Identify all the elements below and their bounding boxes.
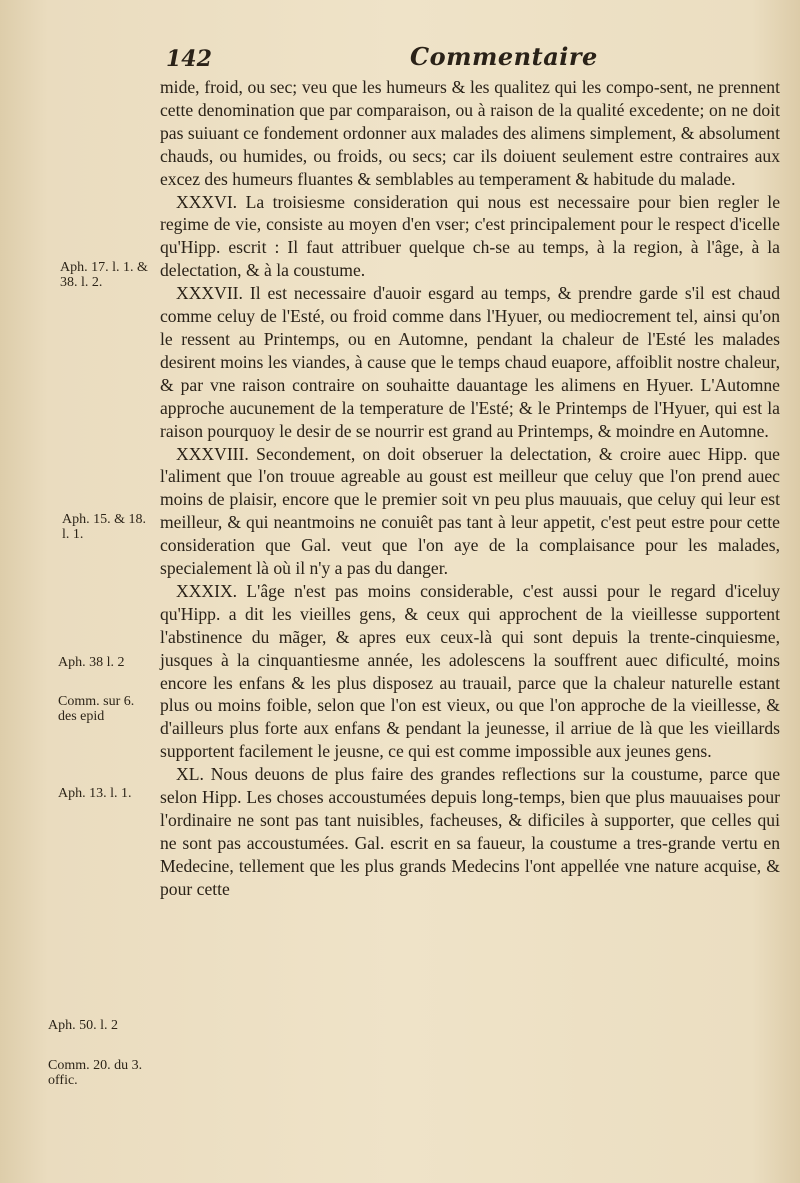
body-text xyxy=(160,76,780,901)
marginal-note: Aph. 13. l. 1. xyxy=(58,786,132,801)
marginal-note: Aph. 38 l. 2 xyxy=(58,655,125,670)
paragraph: mide, froid, ou sec; veu que les humeurs & les qualitez qui les compo-sent, ne prennent cette denomination que par comparaison, ou à raison de la qualité excedente; on ne doit pas suiuant ce fondement ordonner aux malades des alimens simplement, & absolument chauds, ou humides, ou froids, ou secs; car ils doiuent seulement estre contraires aux excez des humeurs fluantes & semblables au temperament & habitude du malade. xyxy=(160,77,780,189)
page-number: 142 xyxy=(166,46,212,72)
marginal-note: Aph. 17. l. 1. & 38. l. 2. xyxy=(60,260,148,290)
marginal-note: Comm. 20. du 3. offic. xyxy=(48,1058,143,1088)
marginal-note: Comm. sur 6. des epid xyxy=(58,694,135,724)
paragraph: XXXVIII. Secondement, on doit obseruer la delectation, & croire auec Hipp. que l'aliment que l'on trouue agreable au goust est meilleur que celuy que l'on prend auec moins de plaisir, encore que le premier soit vn peu plus mauuais, que celuy qui leur est meilleur, & qui neantmoins ne conuiêt pas tant à leur appetit, c'est peut estre pour cette consideration que Gal. veut que l'on aye de la complaisance pour les malades, specialement là où il n'y a pas du danger. xyxy=(160,443,780,579)
paragraph: XXXVII. Il est necessaire d'auoir esgard au temps, & prendre garde s'il est chaud comme celuy de l'Esté, ou froid comme dans l'Hyuer, ou mediocrement tel, ainsi qu'on le ressent au Printemps, ou en Automne, pendant la chaleur de l'Esté les malades desirent moins les viandes, à cause que le temps chaud euapore, affoiblit nostre chaleur, & par vne raison contraire on souhaitte dauantage les alimens en Hyuer. L'Automne approche aucunement de la temperature de l'Esté; & le Printemps de l'Hyuer, qui est la raison pourquoy le desir de se nourrir est grand au Printemps, & moindre en Automne. xyxy=(160,283,780,441)
page-header xyxy=(160,40,760,74)
marginal-note: Aph. 15. & 18. l. 1. xyxy=(62,512,146,542)
marginal-note: Aph. 50. l. 2 xyxy=(48,1018,118,1033)
running-title: Commentaire xyxy=(410,42,598,71)
marginalia xyxy=(0,0,158,1183)
paragraph: XXXIX. L'âge n'est pas moins considerable, c'est aussi pour le regard d'iceluy qu'Hipp. a dit les vieilles gens, & ceux qui approchent de la vieillesse supportent l'abstinence du mãger, & apres eux ceux-là qui sont depuis la trente-cinquiesme, jusques à la cinquantiesme année, les adolescens la souffrent auec dificulté, moins encore les enfans & les plus disposez au trauail, parce que la chaleur naturelle estant plus ou moins foible, selon que l'on est vieux, ou que l'on approche de la vieillesse, & d'ailleurs plus forte aux enfans & pendant la jeunesse, il arriue de là que les vieillards supportent facilement le jeusne, ce qui est comme impossible aux jeunes gens. xyxy=(160,580,780,762)
paragraph: XL. Nous deuons de plus faire des grandes reflections sur la coustume, parce que selon Hipp. Les choses accoustumées depuis long-temps, bien que plus mauuaises pour l'ordinaire ne sont pas tant nuisibles, facheuses, & dificiles à supporter, que celles qui ne sont pas accoustumées. Gal. escrit en sa faueur, la coustume a tres-grande vertu en Medecine, tellement que les plus grands Medecins l'ont appellée vne nature acquise, & pour cette xyxy=(160,764,780,899)
paragraph: XXXVI. La troisiesme consideration qui nous est necessaire pour bien regler le regime de vie, consiste au moyen d'en vser; c'est principalement pour le respect d'icelle qu'Hipp. escrit : Il faut attribuer quelque ch-se au temps, à la region, à l'âge, à la delectation, & à la coustume. xyxy=(160,191,780,281)
